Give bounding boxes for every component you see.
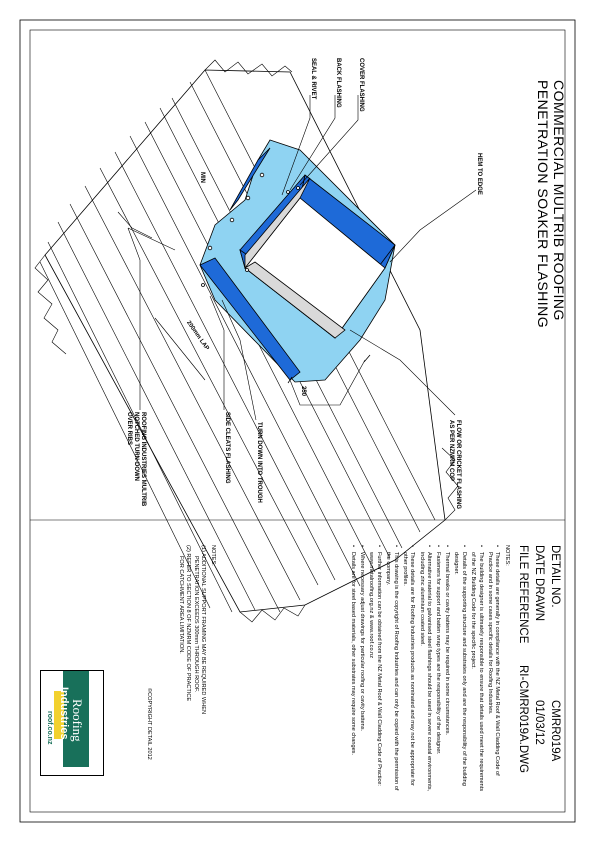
copyright-text: ©COPYRIGHT DETAIL 2012 [146,688,152,760]
notes-list [349,545,501,793]
label-flow-crickets-2: AS PER NZMRM COP [448,420,454,482]
note-item: • Where necessary adjust drawings for particular roofing or cavity battens. [358,552,366,793]
label-dim-200: 200mm LAP [185,320,210,352]
notes-block [347,545,510,793]
note-item: • Further information can be obtained from the NZ Metal Roof & Wall Cladding Code of Practice: www.metalroofing.org.nz & www.roof.co.nz [367,552,382,793]
note-item: • These details are generally in compliance with the NZ Metal Roof & Wall Cladding Code of Practice and in some cases specific details for Roofing Industries. [485,552,500,793]
note-item: • These details are for Roofing Industries products as nominated and may not be appropriate for other profiles. [400,552,415,793]
label-cover-flashing: COVER FLASHING [358,58,364,112]
note-item: • Details are for steel based materials, other substrates may require some changes. [349,552,357,793]
roofing-industries-logo [40,670,104,776]
title-line-1: COMMERCIAL MULTRIB ROOFING [551,80,567,321]
notes-heading: NOTES: [504,545,510,566]
footnote-1b: PENETRATION EXCEEDS 300mm THROUGH ROOF. [193,556,199,693]
footnote-2: (2) REFER TO SECTION 8 OF NZMRM CODE OF PRACTICE [185,545,191,702]
date-drawn-label: DATE DRAWN [533,545,545,622]
label-flow-crickets-1: FLOW OR CRICKET FLASHING [455,420,461,509]
file-reference-label: FILE REFERENCE [517,545,529,644]
footnote-2b: FOR CATCHMENT AREA LIMITATION. [178,556,184,654]
note-item: • This drawing is the copyright of Roofing Industries and can only be copied with the permission of the company. [384,552,399,793]
label-side-cleat: SIDE CLEATS FLASHING [224,412,230,484]
roofing-sheet [35,60,458,622]
logo-url-text: roof.co.nz [46,711,53,745]
label-back-flashing: BACK FLASHING [335,58,341,108]
file-reference-value: RI-CMRR019A.DWG [517,665,529,773]
logo-roofing-text: Roofing [70,699,85,742]
note-item: • Details of the supporting structure and substrates only and are the responsibility of the building designer. [452,552,467,793]
note-item: • The building designer is ultimately responsible to ensure that details used meet the requirements of the NZ Building Code for the specific project. [469,552,484,793]
label-hem-to-edge: HEM TO EDGE [476,153,482,195]
label-roofing-2: NOTCHED TURN-DOWN [133,412,139,481]
label-dim-min: MIN [199,172,205,183]
note-item: • Alternative material to galvanised steel flashings should be used in severe coastal environments, including zinc aluminium coated steel. [417,552,432,793]
label-roofing-3: OVER RIBS [126,412,132,446]
title-line-2: PENETRATION SOAKER FLASHING [535,80,551,329]
date-drawn-value: 01/03/12 [533,700,545,745]
notes2-heading: NOTES: [210,545,216,566]
label-dim-250: 250 [300,386,306,397]
label-roofing-1: ROOFING INDUSTRIES MULTRIB [140,412,146,507]
label-turn-down: TURN DOWN INTO TROUGH [256,422,262,503]
note-item: • Fasteners for support and batten wrap types are the responsibility of the designer. [434,552,442,793]
note-item: • Thermal breaks or cavity battens may be required in some circumstances. [443,552,451,793]
footnote-1: (1) ADDITIONAL SUPPORT FRAMING MAY BE REQUIRED WHEN [200,545,206,715]
logo-industries-text: Industries [58,687,70,740]
detail-no-value: CMRR019A [549,700,561,762]
detail-no-label: DETAIL NO. [549,545,561,608]
label-seal-rivet: SEAL & RIVET [310,58,316,100]
soaker-flashing [200,140,395,382]
